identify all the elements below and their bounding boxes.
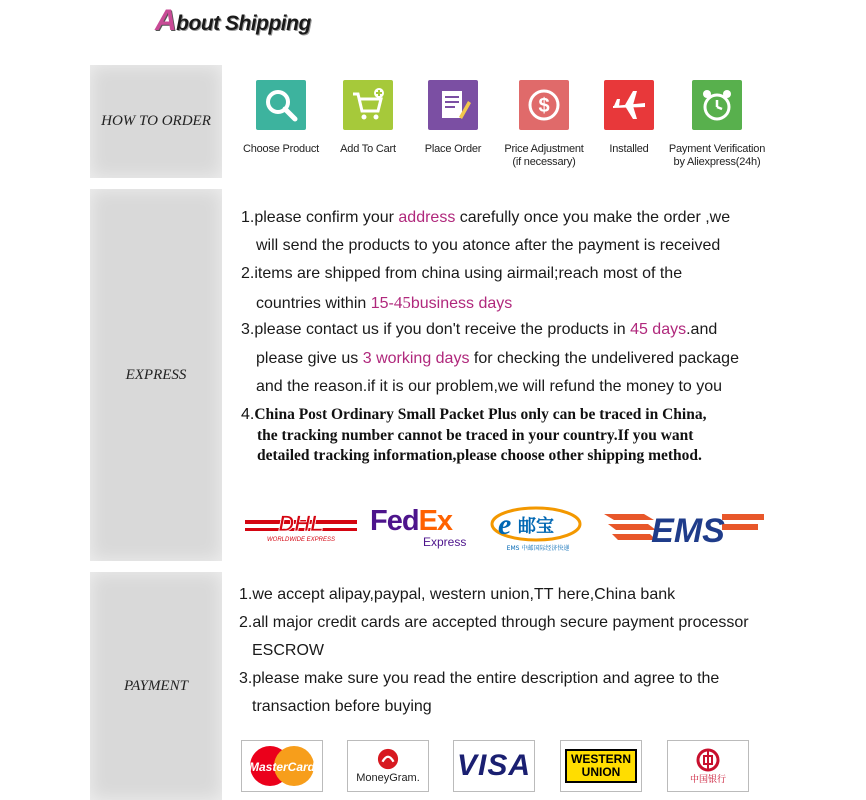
page-title: About Shipping: [155, 4, 311, 37]
payment-line-3: ESCROW: [252, 642, 324, 659]
express-line-1: 1.please confirm your address carefully once you make the order ,we: [241, 209, 731, 226]
svg-text:EMS 中邮国际经济快递: EMS 中邮国际经济快递: [506, 545, 570, 552]
how-to-order-label: HOW TO ORDER: [90, 65, 222, 178]
airplane-icon: [604, 80, 654, 130]
express-line-9: the tracking number cannot be traced in your country.If you want: [257, 427, 694, 444]
express-line-6: please give us 3 working days for checking the undelivered package: [256, 350, 739, 367]
payment-line-5: transaction before buying: [252, 698, 432, 715]
svg-text:$: $: [538, 95, 550, 117]
express-line-3: 2.items are shipped from china using airmail;reach most of the: [241, 265, 683, 282]
step-sublabel: (if necessary): [512, 156, 576, 168]
payment-label: PAYMENT: [90, 572, 222, 800]
step-label: Payment Verification: [668, 143, 766, 155]
svg-text:WORLDWIDE EXPRESS: WORLDWIDE EXPRESS: [266, 537, 336, 543]
express-label: EXPRESS: [90, 189, 222, 561]
ems-logo: [604, 506, 764, 548]
payment-line-2: 2.all major credit cards are accepted through secure payment processor: [239, 614, 749, 631]
express-line-7: and the reason.if it is our problem,we will refund the money to you: [256, 378, 723, 395]
visa-logo: VISA: [453, 740, 535, 792]
express-line-8: 4.China Post Ordinary Small Packet Plus only can be traced in China,: [241, 406, 707, 423]
svg-text:邮宝: 邮宝: [518, 516, 554, 537]
bank-of-china-logo: 中国银行: [667, 740, 749, 792]
dhl-logo: [245, 508, 357, 544]
step-label: Place Order: [424, 143, 482, 155]
step-sublabel: by Aliexpress(24h): [673, 156, 761, 168]
express-line-2: will send the products to you atonce after the payment is received: [256, 237, 721, 254]
step-label: Choose Product: [242, 143, 320, 155]
moneygram-logo: MoneyGram.: [347, 740, 429, 792]
payment-line-1: 1.we accept alipay,paypal, western union,TT here,China bank: [239, 586, 676, 603]
svg-text:EMS: EMS: [651, 512, 725, 548]
step-label: Price Adjustment: [504, 143, 584, 155]
svg-text:DHL: DHL: [278, 511, 324, 536]
dollar-icon: [519, 80, 569, 130]
express-line-10: detailed tracking information,please choose other shipping method.: [257, 447, 702, 464]
search-icon: [256, 80, 306, 130]
payment-line-4: 3.please make sure you read the entire description and agree to the: [239, 670, 720, 687]
cart-icon: [343, 80, 393, 130]
step-payment-verification: [662, 80, 772, 169]
fedex-logo: FedEx Express: [370, 505, 467, 549]
express-line-4: countries within 15-45business days: [256, 293, 513, 312]
eyoubao-logo: [488, 500, 588, 554]
clock-icon: [692, 80, 742, 130]
step-label: Installed: [609, 143, 649, 155]
document-icon: [428, 80, 478, 130]
express-line-5: 3.please contact us if you don't receive the products in 45 days.and: [241, 321, 718, 338]
svg-text:e: e: [498, 508, 512, 541]
step-label: Add To Cart: [340, 143, 396, 155]
western-union-logo: WESTERN UNION: [560, 740, 642, 792]
svg-text:MasterCard: MasterCard: [248, 760, 316, 774]
mastercard-logo: [241, 740, 323, 792]
